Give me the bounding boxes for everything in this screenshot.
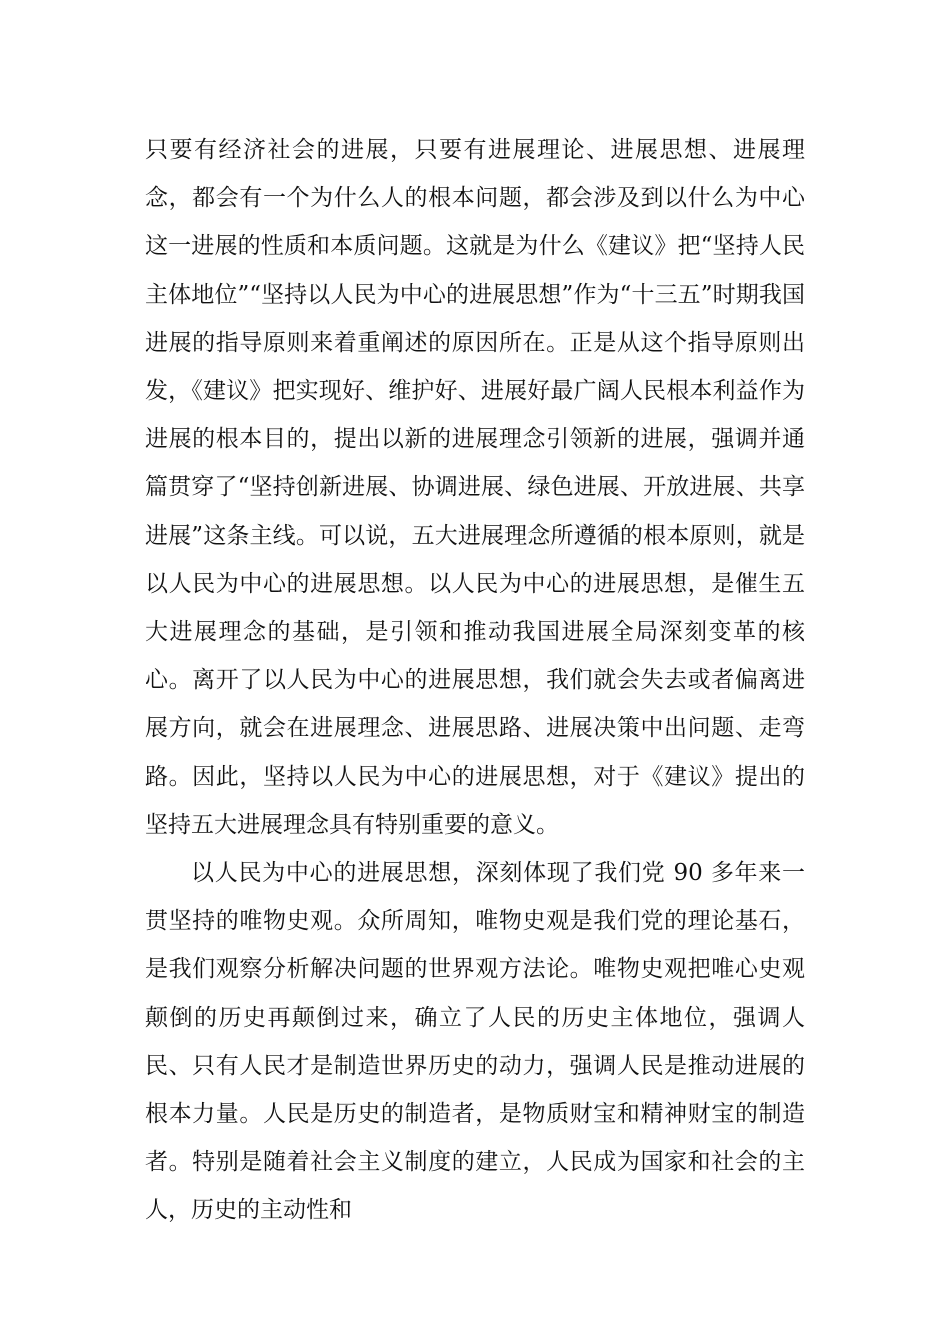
body-text: [145, 126, 805, 1235]
paragraph-2: 以人民为中心的进展思想，深刻体现了我们党 90 多年来一贯坚持的唯物史观。众所周知，唯物史观是我们党的理论基石，是我们观察分析解决问题的世界观方法论。唯物史观把唯心史观颠倒的历史再颠倒过来，确立了人民的历史主体地位，强调人民、只有人民才是制造世界历史的动力，强调人民是推动进展的根本力量。人民是历史的制造者，是物质财宝和精神财宝的制造者。特别是随着社会主义制度的建立，人民成为国家和社会的主人，历史的主动性和: [145, 860, 805, 1224]
paragraph-1: 只要有经济社会的进展，只要有进展理论、进展思想、进展理念，都会有一个为什么人的根本问题，都会涉及到以什么为中心这一进展的性质和本质问题。这就是为什么《建议》把“坚持人民主体地位”“坚持以人民为中心的进展思想”作为“十三五”时期我国进展的指导原则来着重阐述的原因所在。正是从这个指导原则出发，《建议》把实现好、维护好、进展好最广阔人民根本利益作为进展的根本目的，提出以新的进展理念引领新的进展，强调并通篇贯穿了“坚持创新进展、协调进展、绿色进展、开放进展、共享进展”这条主线。可以说，五大进展理念所遵循的根本原则，就是以人民为中心的进展思想。以人民为中心的进展思想，是催生五大进展理念的基础，是引领和推动我国进展全局深刻变革的核心。离开了以人民为中心的进展思想，我们就会失去或者偏离进展方向，就会在进展理念、进展思路、进展决策中出问题、走弯路。因此，坚持以人民为中心的进展思想，对于《建议》提出的坚持五大进展理念具有特别重要的意义。: [145, 137, 805, 838]
